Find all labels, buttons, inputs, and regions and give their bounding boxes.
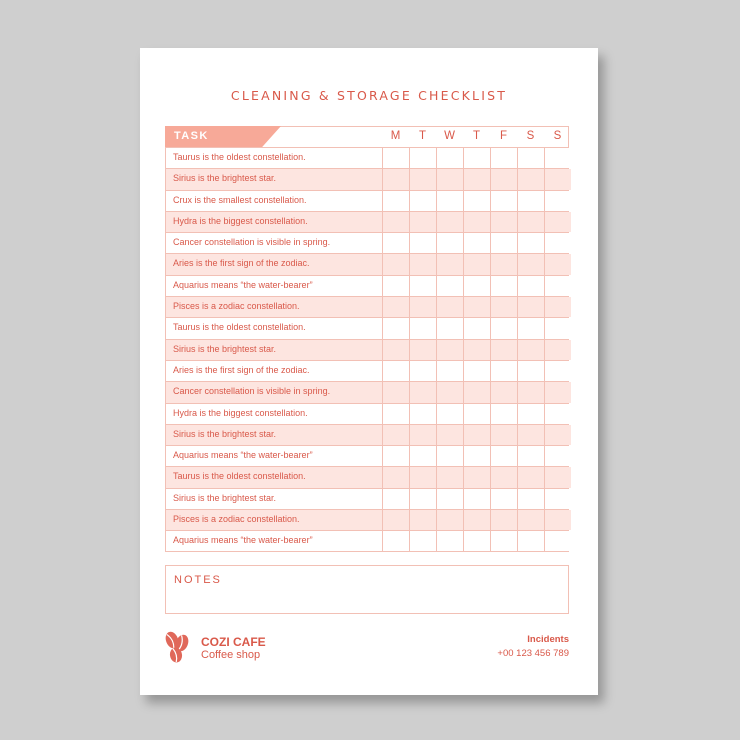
checkbox-cell[interactable] <box>490 191 517 211</box>
task-label: Taurus is the oldest constellation. <box>173 152 306 162</box>
checkbox-cell[interactable] <box>436 233 463 253</box>
checkbox-cell[interactable] <box>436 276 463 296</box>
checkbox-cell[interactable] <box>544 318 571 338</box>
table-row <box>165 275 569 296</box>
table-row <box>165 296 569 317</box>
checkbox-cell[interactable] <box>409 254 436 274</box>
checkbox-cell[interactable] <box>382 254 409 274</box>
checkbox-cell[interactable] <box>436 510 463 530</box>
checkbox-cell[interactable] <box>490 489 517 509</box>
checkbox-cell[interactable] <box>517 169 544 189</box>
checkbox-cell[interactable] <box>544 148 571 168</box>
table-row <box>165 466 569 487</box>
checkbox-cell[interactable] <box>544 467 571 487</box>
checkbox-cell[interactable] <box>463 254 490 274</box>
checkbox-cell[interactable] <box>436 467 463 487</box>
table-row <box>165 488 569 509</box>
checklist-sheet <box>140 48 598 695</box>
checkbox-cell[interactable] <box>544 489 571 509</box>
checkbox-cell[interactable] <box>382 297 409 317</box>
checkbox-cell[interactable] <box>490 467 517 487</box>
checkbox-cell[interactable] <box>382 404 409 424</box>
checkbox-cell[interactable] <box>490 425 517 445</box>
table-row <box>165 168 569 189</box>
checkbox-cell[interactable] <box>490 404 517 424</box>
checkbox-cell[interactable] <box>436 148 463 168</box>
checkbox-cell[interactable] <box>463 531 490 550</box>
task-rows <box>165 147 569 552</box>
checkbox-cell[interactable] <box>490 340 517 360</box>
brand-name: COZI CAFE <box>201 635 266 649</box>
checkbox-cell[interactable] <box>490 212 517 232</box>
task-label: Crux is the smallest constellation. <box>173 194 307 205</box>
checkbox-cell[interactable] <box>436 191 463 211</box>
notes-label: NOTES <box>174 574 222 586</box>
task-label: Pisces is a zodiac constellation. <box>173 301 300 312</box>
checkbox-cell[interactable] <box>517 382 544 402</box>
checkbox-cell[interactable] <box>544 446 571 466</box>
checkbox-cell[interactable] <box>544 212 571 232</box>
checkbox-cell[interactable] <box>436 340 463 360</box>
coffee-beans-icon <box>165 631 189 663</box>
checkbox-cell[interactable] <box>382 191 409 211</box>
checkbox-cell[interactable] <box>463 467 490 487</box>
checkbox-cell[interactable] <box>517 467 544 487</box>
task-label: Hydra is the biggest constellation. <box>173 215 308 226</box>
checkbox-cell[interactable] <box>436 254 463 274</box>
checkbox-cell[interactable] <box>409 233 436 253</box>
checkbox-cell[interactable] <box>463 233 490 253</box>
checkbox-cell[interactable] <box>463 404 490 424</box>
checkbox-cell[interactable] <box>409 297 436 317</box>
checkbox-cell[interactable] <box>436 531 463 550</box>
checkbox-cell[interactable] <box>382 276 409 296</box>
checkbox-cell[interactable] <box>463 340 490 360</box>
checkbox-cell[interactable] <box>517 148 544 168</box>
checkbox-cell[interactable] <box>409 382 436 402</box>
checkbox-cell[interactable] <box>436 489 463 509</box>
task-label: Sirius is the brightest star. <box>173 173 277 184</box>
checkbox-cell[interactable] <box>490 233 517 253</box>
checkbox-cell[interactable] <box>409 361 436 381</box>
checkbox-cell[interactable] <box>544 531 571 550</box>
checkbox-cell[interactable] <box>436 297 463 317</box>
checkbox-cell[interactable] <box>382 340 409 360</box>
checkbox-cell[interactable] <box>544 425 571 445</box>
checkbox-cell[interactable] <box>409 318 436 338</box>
checklist-table <box>165 126 569 552</box>
task-label: Taurus is the oldest constellation. <box>173 322 306 333</box>
task-label: Pisces is a zodiac constellation. <box>173 514 300 525</box>
checkbox-cell[interactable] <box>409 531 436 550</box>
day-header: T <box>472 130 481 142</box>
checkbox-cell[interactable] <box>517 446 544 466</box>
day-header: W <box>444 130 455 142</box>
checkbox-cell[interactable] <box>490 531 517 550</box>
checkbox-cell[interactable] <box>463 169 490 189</box>
table-row <box>165 232 569 253</box>
checkbox-cell[interactable] <box>409 489 436 509</box>
checkbox-cell[interactable] <box>490 318 517 338</box>
checkbox-cell[interactable] <box>436 361 463 381</box>
checkbox-cell[interactable] <box>409 169 436 189</box>
checkbox-cell[interactable] <box>409 191 436 211</box>
checkbox-cell[interactable] <box>517 404 544 424</box>
checkbox-cell[interactable] <box>490 297 517 317</box>
checkbox-cell[interactable] <box>544 169 571 189</box>
checkbox-cell[interactable] <box>517 489 544 509</box>
checkbox-cell[interactable] <box>382 233 409 253</box>
checkbox-cell[interactable] <box>517 212 544 232</box>
checkbox-cell[interactable] <box>409 404 436 424</box>
checkbox-cell[interactable] <box>463 191 490 211</box>
checkbox-cell[interactable] <box>409 467 436 487</box>
checkbox-cell[interactable] <box>490 254 517 274</box>
checkbox-cell[interactable] <box>544 254 571 274</box>
checkbox-cell[interactable] <box>517 318 544 338</box>
checkbox-cell[interactable] <box>409 148 436 168</box>
table-row <box>165 253 569 274</box>
checkbox-cell[interactable] <box>544 510 571 530</box>
checkbox-cell[interactable] <box>490 276 517 296</box>
checkbox-cell[interactable] <box>517 254 544 274</box>
incidents-label: Incidents <box>527 634 569 645</box>
task-label: Aries is the first sign of the zodiac. <box>173 258 310 269</box>
table-row <box>165 317 569 338</box>
checkbox-cell[interactable] <box>517 297 544 317</box>
checkbox-cell[interactable] <box>544 382 571 402</box>
task-label: Sirius is the brightest star. <box>173 492 277 503</box>
checkbox-cell[interactable] <box>517 425 544 445</box>
task-label: Aquarius means “the water-bearer” <box>173 535 313 546</box>
task-label: Aries is the first sign of the zodiac. <box>173 364 310 375</box>
checkbox-cell[interactable] <box>490 382 517 402</box>
checkbox-cell[interactable] <box>463 382 490 402</box>
day-header: S <box>553 130 562 142</box>
table-row <box>165 147 569 168</box>
checkbox-cell[interactable] <box>544 191 571 211</box>
table-row <box>165 360 569 381</box>
table-row <box>165 530 569 551</box>
day-header: M <box>390 130 401 142</box>
checkbox-cell[interactable] <box>490 361 517 381</box>
checkbox-cell[interactable] <box>490 510 517 530</box>
day-header: T <box>418 130 427 142</box>
checkbox-cell[interactable] <box>382 169 409 189</box>
checkbox-cell[interactable] <box>517 531 544 550</box>
task-label: Cancer constellation is visible in spring. <box>173 237 331 248</box>
checkbox-cell[interactable] <box>382 212 409 232</box>
checkbox-cell[interactable] <box>463 276 490 296</box>
checkbox-cell[interactable] <box>409 340 436 360</box>
checkbox-cell[interactable] <box>544 361 571 381</box>
checkbox-cell[interactable] <box>382 318 409 338</box>
checkbox-cell[interactable] <box>517 233 544 253</box>
table-row <box>165 445 569 466</box>
checkbox-cell[interactable] <box>409 510 436 530</box>
table-row <box>165 381 569 402</box>
checkbox-cell[interactable] <box>436 382 463 402</box>
checkbox-cell[interactable] <box>409 276 436 296</box>
brand-tagline: Coffee shop <box>201 649 261 661</box>
notes-box[interactable] <box>165 565 569 614</box>
checkbox-cell[interactable] <box>544 276 571 296</box>
table-row <box>165 339 569 360</box>
task-label: Aquarius means “the water-bearer” <box>173 279 313 290</box>
checkbox-cell[interactable] <box>436 318 463 338</box>
checkbox-cell[interactable] <box>463 148 490 168</box>
checkbox-cell[interactable] <box>544 340 571 360</box>
checkbox-cell[interactable] <box>436 212 463 232</box>
checkbox-cell[interactable] <box>409 446 436 466</box>
checkbox-cell[interactable] <box>463 425 490 445</box>
checkbox-cell[interactable] <box>382 467 409 487</box>
checkbox-cell[interactable] <box>517 510 544 530</box>
checkbox-cell[interactable] <box>382 361 409 381</box>
incidents-phone: +00 123 456 789 <box>497 648 569 659</box>
checkbox-cell[interactable] <box>490 148 517 168</box>
table-row <box>165 509 569 530</box>
checkbox-cell[interactable] <box>436 169 463 189</box>
checkbox-cell[interactable] <box>382 425 409 445</box>
checkbox-cell[interactable] <box>463 318 490 338</box>
checkbox-cell[interactable] <box>463 212 490 232</box>
table-row <box>165 424 569 445</box>
checkbox-cell[interactable] <box>490 169 517 189</box>
task-label: Aquarius means “the water-bearer” <box>173 450 313 461</box>
checkbox-cell[interactable] <box>517 361 544 381</box>
table-row <box>165 403 569 424</box>
checkbox-cell[interactable] <box>490 446 517 466</box>
checkbox-cell[interactable] <box>409 212 436 232</box>
checkbox-cell[interactable] <box>409 425 436 445</box>
checkbox-cell[interactable] <box>463 510 490 530</box>
task-label: Cancer constellation is visible in spring. <box>173 386 331 397</box>
checkbox-cell[interactable] <box>382 382 409 402</box>
task-label: Sirius is the brightest star. <box>173 343 277 354</box>
checkbox-cell[interactable] <box>517 191 544 211</box>
checkbox-cell[interactable] <box>463 297 490 317</box>
task-label: Hydra is the biggest constellation. <box>173 407 308 418</box>
checkbox-cell[interactable] <box>382 510 409 530</box>
task-label: Sirius is the brightest star. <box>173 428 277 439</box>
task-header-label: TASK <box>174 130 209 142</box>
day-header: F <box>499 130 508 142</box>
checkbox-cell[interactable] <box>382 446 409 466</box>
checkbox-cell[interactable] <box>382 489 409 509</box>
checkbox-cell[interactable] <box>544 233 571 253</box>
checkbox-cell[interactable] <box>544 297 571 317</box>
table-row <box>165 211 569 232</box>
checkbox-cell[interactable] <box>463 489 490 509</box>
table-row <box>165 190 569 211</box>
checkbox-cell[interactable] <box>517 276 544 296</box>
checkbox-cell[interactable] <box>436 425 463 445</box>
checkbox-cell[interactable] <box>382 148 409 168</box>
checkbox-cell[interactable] <box>463 361 490 381</box>
checkbox-cell[interactable] <box>436 446 463 466</box>
checkbox-cell[interactable] <box>544 404 571 424</box>
checkbox-cell[interactable] <box>436 404 463 424</box>
table-header-row <box>165 126 569 147</box>
day-header: S <box>526 130 535 142</box>
page-title: CLEANING & STORAGE CHECKLIST <box>230 88 508 103</box>
checkbox-cell[interactable] <box>463 446 490 466</box>
checkbox-cell[interactable] <box>517 340 544 360</box>
task-label: Taurus is the oldest constellation. <box>173 471 306 482</box>
checkbox-cell[interactable] <box>382 531 409 550</box>
